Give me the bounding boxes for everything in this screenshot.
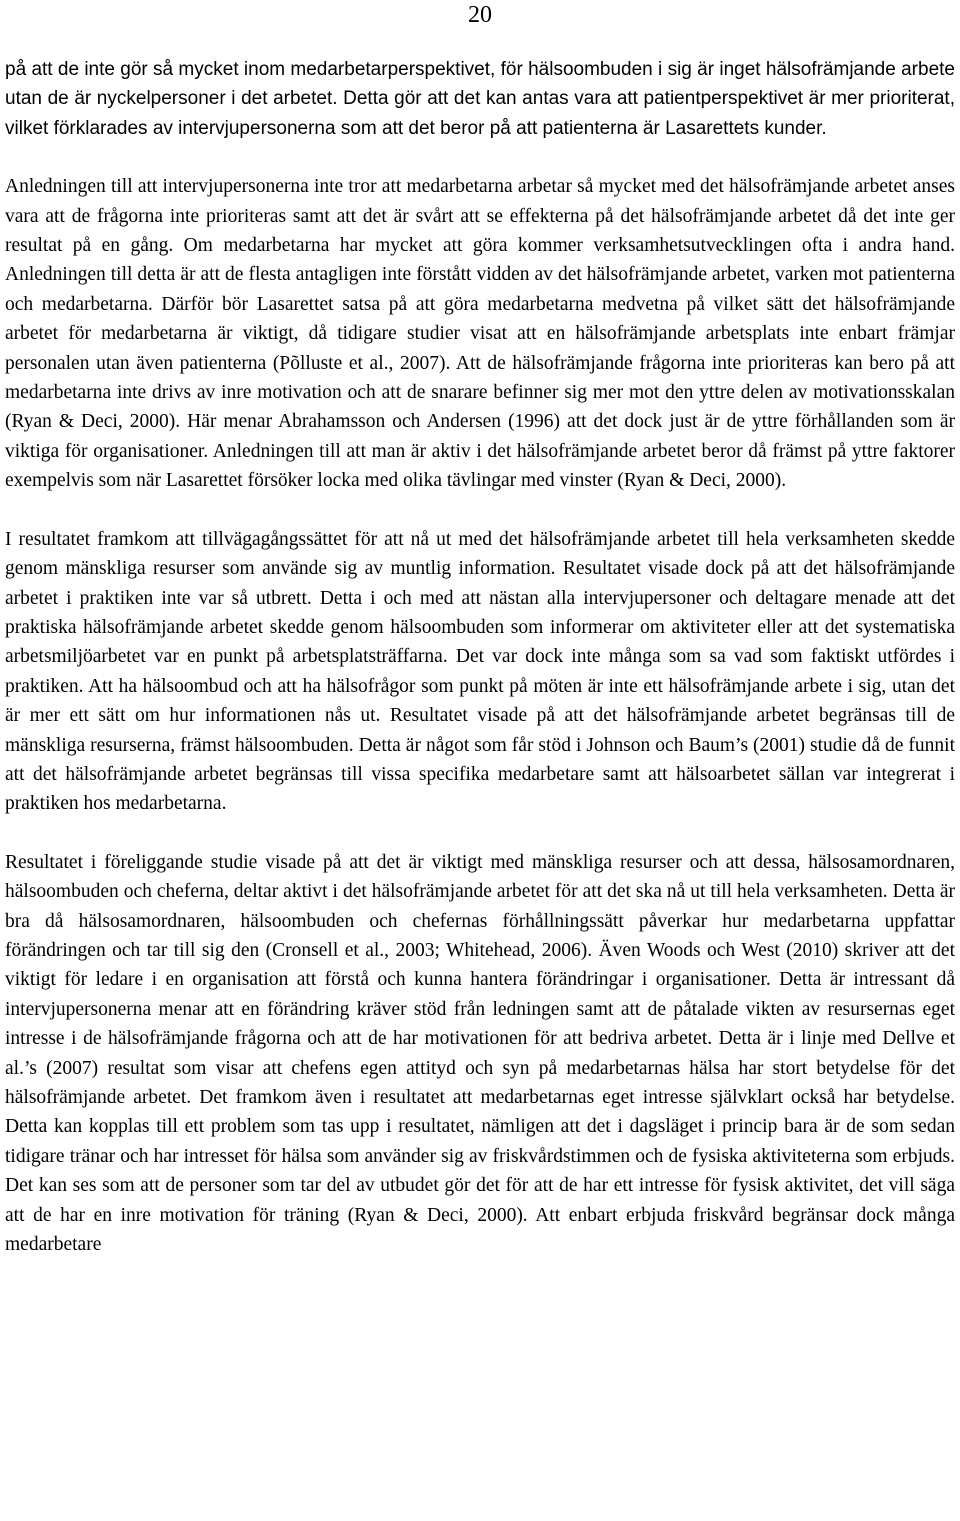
paragraph-gap bbox=[5, 143, 955, 172]
paragraph-4-text: Resultatet i föreliggande studie visade på att det är viktigt med mänskliga resurser och att dessa, hälsosamordnaren, hälsoombuden och cheferna, deltar aktivt i det hälsofrämjande arbetet för att det ska nå ut till hela verksamheten. Detta är bra då hälsosamordnaren, hälsoombuden och chefernas förhållningssätt påverkar hur medarbetarna uppfattar förändringen och tar till sig den (Cronsell et al., 2003; Whitehead, 2006). Även Woods och West (2010) skriver att det viktigt för ledare i en organisation att förstå och kunna hantera förändringar i organisationer. Detta är intressant då intervjupersonerna menar att en förändring kräver stöd från ledningen samt att de påtalade vikten av resursernas eget intresse i de hälsofrämjande frågorna och att de har motivationen för att bedriva arbetet. Detta är i linje med Dellve et al.’s (2007) resultat som visar att chefens egen attityd och syn på medarbetarnas hälsa har stort betydelse för det hälsofrämjande arbetet. Det framkom även i resultatet att medarbetarnas eget intresse självklart också har betydelse. Detta kan kopplas till ett problem som tas upp i resultatet, nämligen att det i dagsläget i princip bara är de som sedan tidigare tränar och har intresset för hälsa som använder sig av friskvårdstimmen och de fysiska aktiviteterna som erbjuds. Det kan ses som att de personer som tar del av utbudet gör det för att de har ett intresse för fysisk aktivitet, det vill säga att de har en inre motivation för träning (Ryan & Deci, 2000). Att enbart erbjuda friskvård begränsar dock många medarbetare bbox=[5, 851, 955, 1256]
page-number: 20 bbox=[468, 2, 492, 28]
paragraph-1 bbox=[5, 55, 955, 143]
paragraph-3-text: I resultatet framkom att tillvägagångssättet för att nå ut med det hälsofrämjande arbetet till hela verksamheten skedde genom mänskliga resurser som använde sig av muntlig information. Resultatet visade dock på att det hälsofrämjande arbetet i praktiken inte var så utbrett. Detta i och med att nästan alla intervjupersoner och deltagare menade att det praktiska hälsofrämjande arbetet skedde genom hälsoombuden som informerar om aktiviteter eller att det systematiska arbetsmiljöarbetet var en punkt på arbetsplatsträffarna. Det var dock inte många som sa vad som faktiskt utfördes i praktiken. Att ha hälsoombud och att ha hälsofrågor som punkt på möten är inte ett hälsofrämjande arbete i sig, utan det är mer ett sätt om hur informationen nås ut. Resultatet visade på att det hälsofrämjande arbetet begränsas till de mänskliga resurserna, främst hälsoombuden. Detta är något som får stöd i Johnson och Baum’s (2001) studie då de funnit att det hälsofrämjande arbetet begränsas till vissa specifika medarbetare samt att hälsoarbetet sällan var integrerat i praktiken hos medarbetarna. bbox=[5, 528, 955, 815]
paragraph-gap bbox=[5, 496, 955, 525]
paragraph-2 bbox=[5, 172, 955, 495]
paragraph-1-text: på att de inte gör så mycket inom medarbetarperspektivet, för hälsoombuden i sig är inget hälsofrämjande arbete utan de är nyckelpersoner i det arbetet. Detta gör att det kan antas vara att patientperspektivet är mer prioriterat, vilket förklarades av intervjupersonerna som att det beror på att patienterna är Lasarettets kunder. bbox=[5, 59, 955, 139]
paragraph-4 bbox=[5, 848, 955, 1260]
paragraph-gap bbox=[5, 819, 955, 848]
paragraph-3 bbox=[5, 525, 955, 819]
paragraph-2-text: Anledningen till att intervjupersonerna inte tror att medarbetarna arbetar så mycket med det hälsofrämjande arbetet anses vara att de frågorna inte prioriteras samt att det är svårt att se effekterna på det hälsofrämjande arbetet då det inte ger resultat på en gång. Om medarbetarna har mycket att göra kommer verksamhetsutvecklingen ofta i andra hand. Anledningen till detta är att de flesta antagligen inte förstått vidden av det hälsofrämjande arbetet, varken mot patienterna och medarbetarna. Därför bör Lasarettet satsa på att göra medarbetarna medvetna på vilket sätt det hälsofrämjande arbetet för medarbetarna är viktigt, då tidigare studier visat att en hälsofrämjande arbetsplats inte enbart främjar personalen utan även patienterna (Põlluste et al., 2007). Att de hälsofrämjande frågorna inte prioriteras kan bero på att medarbetarna inte drivs av inre motivation och att de snarare befinner sig mer mot den yttre delen av motivationsskalan (Ryan & Deci, 2000). Här menar Abrahamsson och Andersen (1996) att det dock just är de yttre förhållanden som är viktiga för organisationer. Anledningen till att man är aktiv i det hälsofrämjande arbetet beror då främst på yttre faktorer exempelvis som när Lasarettet försöker locka med olika tävlingar med vinster (Ryan & Deci, 2000). bbox=[5, 176, 955, 492]
